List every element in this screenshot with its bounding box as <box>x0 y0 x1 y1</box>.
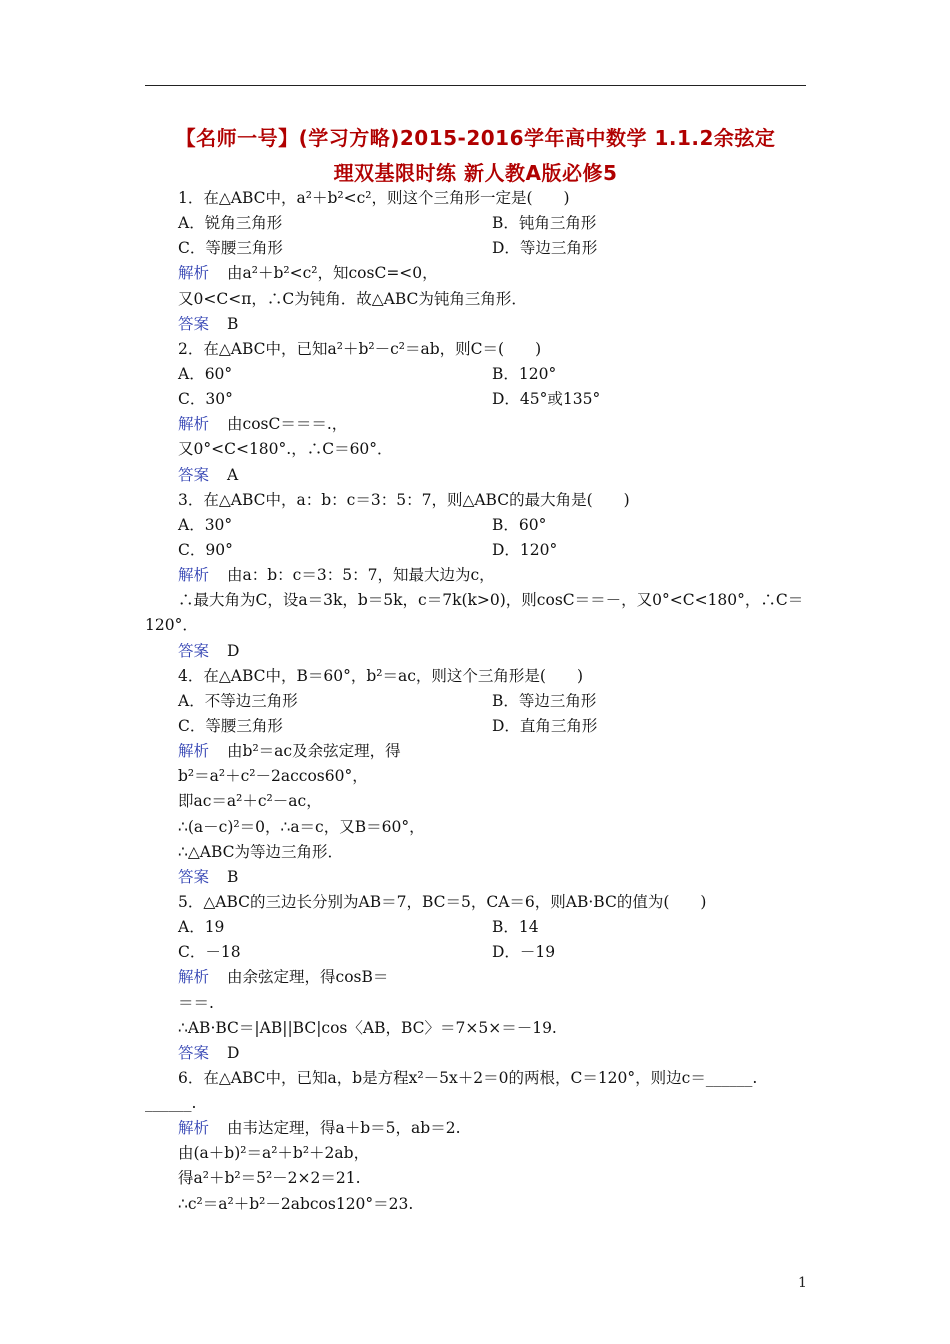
option-b: B．14 <box>492 918 539 937</box>
analysis-line <box>145 261 806 286</box>
analysis-line <box>145 412 806 437</box>
analysis-text: 由韦达定理，得a＋b＝5，ab＝2. <box>227 1119 461 1138</box>
analysis-line: 即ac＝a²＋c²－ac， <box>178 792 322 811</box>
question-5-options-row2 <box>145 940 806 965</box>
answer-value: D <box>227 1043 240 1062</box>
option-a: A．不等边三角形 <box>178 691 298 710</box>
question-1-stem: 1．在△ABC中，a²＋b²<c²，则这个三角形一定是( ) <box>178 189 570 207</box>
question-3-options-row1 <box>145 513 806 538</box>
analysis-text: 由b²＝ac及余弦定理，得 <box>227 742 401 761</box>
analysis-label: 解析 <box>178 264 210 283</box>
answer-label: 答案 <box>178 867 210 886</box>
page-number: 1 <box>798 1275 807 1291</box>
analysis-line: 由(a＋b)²＝a²＋b²＋2ab， <box>178 1144 370 1163</box>
question-1-options-row2 <box>145 236 806 261</box>
answer-line <box>145 312 806 337</box>
document-title-line2: 理双基限时练 新人教A版必修5 <box>333 161 618 185</box>
answer-label: 答案 <box>178 314 210 333</box>
question-1-options-row1 <box>145 211 806 236</box>
analysis-line <box>145 563 806 588</box>
analysis-line: 又0°<C<180°.，∴C＝60°． <box>178 440 393 459</box>
question-6-stem-continued: ______. <box>145 1094 197 1113</box>
analysis-text: 由余弦定理，得cosB＝ <box>227 968 389 987</box>
analysis-line: 得a²＋b²＝5²－2×2＝21. <box>178 1169 361 1188</box>
answer-line <box>145 463 806 488</box>
analysis-label: 解析 <box>178 968 210 987</box>
option-d: D．45°或135° <box>492 390 601 409</box>
answer-label: 答案 <box>178 1043 210 1062</box>
option-b: B．钝角三角形 <box>492 214 597 233</box>
option-c: C．等腰三角形 <box>178 716 283 735</box>
analysis-line: ∴最大角为C，设a＝3k，b＝5k，c＝7k(k>0)，则cosC＝＝－，又0°<C<180°，∴C＝ <box>178 591 804 610</box>
option-b: B．等边三角形 <box>492 691 597 710</box>
analysis-text: 由a²＋b²<c²，知cosC=<0， <box>227 264 438 283</box>
question-4-stem: 4．在△ABC中，B＝60°，b²＝ac，则这个三角形是( ) <box>178 666 584 685</box>
option-c: C．30° <box>178 390 233 409</box>
analysis-text: 由cosC＝＝＝.， <box>227 415 348 434</box>
option-a: A．19 <box>178 918 225 937</box>
analysis-label: 解析 <box>178 1119 210 1138</box>
question-4-options-row2 <box>145 714 806 739</box>
option-a: A．60° <box>178 364 233 383</box>
analysis-label: 解析 <box>178 566 210 585</box>
analysis-line: ∴AB·BC＝|AB||BC|cos〈AB，BC〉＝7×5×＝－19. <box>178 1018 557 1037</box>
option-d: D．120° <box>492 540 558 559</box>
answer-value: B <box>227 314 239 333</box>
answer-line <box>145 639 806 664</box>
answer-line <box>145 1041 806 1066</box>
analysis-line: ∴c²＝a²＋b²－2abcos120°＝23. <box>178 1194 414 1213</box>
answer-label: 答案 <box>178 465 210 484</box>
option-c: C．－18 <box>178 943 241 962</box>
analysis-line: b²＝a²＋c²－2accos60°， <box>178 767 368 786</box>
question-3-stem: 3．在△ABC中，a：b：c＝3：5：7，则△ABC的最大角是( ) <box>178 490 630 509</box>
analysis-line <box>145 1116 806 1141</box>
analysis-text: 由a：b：c＝3：5：7，知最大边为c， <box>227 566 495 585</box>
analysis-label: 解析 <box>178 415 210 434</box>
question-5-stem: 5．△ABC的三边长分别为AB＝7，BC＝5，CA＝6，则AB·BC的值为( ) <box>178 892 707 911</box>
option-b: B．60° <box>492 515 547 534</box>
option-a: A．锐角三角形 <box>178 214 283 233</box>
analysis-line: ∴(a－c)²＝0，∴a＝c，又B＝60°， <box>178 817 425 836</box>
answer-line <box>145 865 806 890</box>
option-c: C．90° <box>178 540 233 559</box>
option-a: A．30° <box>178 515 233 534</box>
option-d: D．直角三角形 <box>492 716 598 735</box>
analysis-line: ∴△ABC为等边三角形． <box>178 842 344 861</box>
question-3-options-row2 <box>145 538 806 563</box>
question-6-stem: 6．在△ABC中，已知a，b是方程x²－5x＋2＝0的两根，C＝120°，则边c＝______. <box>178 1068 758 1087</box>
analysis-line: ＝＝. <box>178 993 214 1012</box>
option-d: D．等边三角形 <box>492 239 598 258</box>
header-rule <box>145 85 806 86</box>
question-2-options-row1 <box>145 362 806 387</box>
option-d: D．－19 <box>492 943 556 962</box>
question-2-stem: 2．在△ABC中，已知a²＋b²－c²＝ab，则C＝( ) <box>178 339 542 358</box>
question-4-options-row1 <box>145 689 806 714</box>
answer-value: B <box>227 867 239 886</box>
question-2-options-row2 <box>145 387 806 412</box>
document-body <box>145 186 806 1217</box>
option-b: B．120° <box>492 364 557 383</box>
answer-label: 答案 <box>178 641 210 660</box>
answer-value: D <box>227 641 240 660</box>
analysis-label: 解析 <box>178 742 210 761</box>
document-title-line1: 【名师一号】(学习方略)2015-2016学年高中数学 1.1.2余弦定 <box>175 126 776 150</box>
question-5-options-row1 <box>145 915 806 940</box>
analysis-line <box>145 739 806 764</box>
analysis-line: 120°． <box>145 616 198 635</box>
answer-value: A <box>227 465 239 484</box>
analysis-line <box>145 965 806 990</box>
option-c: C．等腰三角形 <box>178 239 283 258</box>
analysis-line: 又0<C<π，∴C为钝角．故△ABC为钝角三角形． <box>178 289 527 308</box>
